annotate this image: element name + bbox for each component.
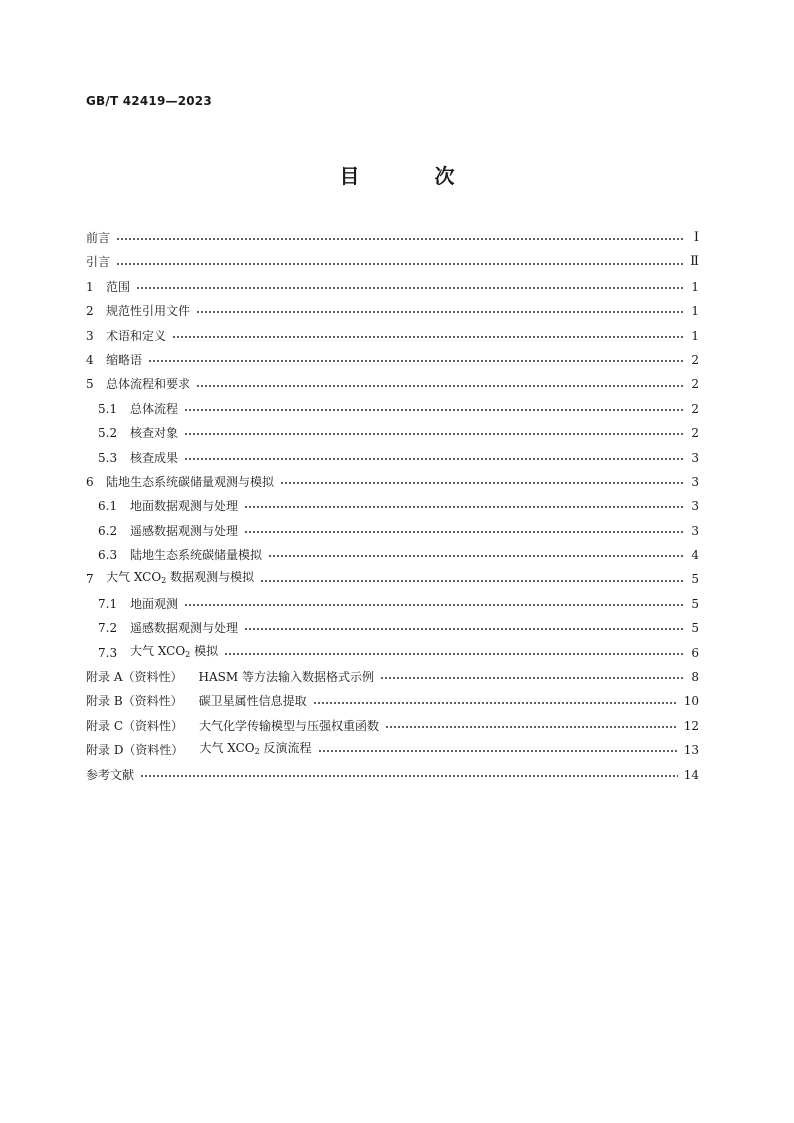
toc-entry-label-text: 大气 XCO — [106, 570, 162, 585]
subscript-text: 2 — [185, 649, 191, 659]
toc-entry[interactable] — [86, 494, 699, 518]
toc-entry-page: 1 — [691, 328, 699, 343]
toc-entry-page: 14 — [683, 767, 699, 782]
toc-entry-label: 范围 — [106, 279, 131, 294]
toc-entry-page: 2 — [691, 352, 699, 367]
toc-entry-label-text: 大气 XCO — [199, 741, 255, 756]
toc-entry-number: 4 — [86, 352, 94, 367]
toc-entry[interactable] — [86, 250, 699, 274]
toc-entry-number: 5.1 — [98, 401, 118, 416]
toc-entry[interactable] — [86, 397, 699, 421]
dot-leader — [148, 360, 685, 362]
toc-entry-page: 10 — [683, 694, 699, 709]
toc-entry-page: 3 — [691, 450, 699, 465]
toc-entry[interactable] — [86, 519, 699, 543]
toc-entry-page: 5 — [691, 621, 699, 636]
toc-entry-label: 前言 — [86, 231, 111, 245]
toc-entry-label: 总体流程 — [130, 401, 179, 416]
toc-entry-number: 7.3 — [98, 645, 118, 660]
subscript-text: 2 — [254, 747, 260, 757]
toc-entry-label: 遥感数据观测与处理 — [130, 621, 239, 636]
toc-entry-number: 6 — [86, 474, 94, 489]
toc-entry-number: 7.2 — [98, 621, 118, 636]
toc-entry[interactable] — [86, 738, 699, 762]
dot-leader — [244, 506, 685, 508]
toc-entry-page: 8 — [691, 670, 699, 685]
dot-leader — [136, 287, 685, 289]
dot-leader — [196, 311, 685, 313]
toc-entry[interactable] — [86, 689, 699, 713]
toc-entry-number: 6.3 — [98, 548, 118, 563]
toc-entry-page: 5 — [691, 572, 699, 587]
toc-entry-label: 陆地生态系统碳储量模拟 — [130, 548, 263, 563]
toc-entry-label: 规范性引用文件 — [106, 304, 191, 319]
page-title: 目 次 — [339, 164, 489, 188]
toc-entry[interactable] — [86, 567, 699, 591]
toc-entry-number: 1 — [86, 279, 94, 294]
toc-entry-page: 2 — [691, 377, 699, 392]
toc-entry-label-text: 反演流程 — [259, 741, 312, 756]
toc-entry-page: 2 — [691, 401, 699, 416]
toc-entry-number: 5.3 — [98, 450, 118, 465]
dot-leader — [380, 677, 685, 679]
toc-entry[interactable] — [86, 446, 699, 470]
toc-entry-label: 总体流程和要求 — [106, 377, 191, 392]
dot-leader — [244, 628, 685, 630]
dot-leader — [313, 702, 678, 704]
toc-entry-number: 6.2 — [98, 523, 118, 538]
toc-entry-page: 4 — [691, 548, 699, 563]
toc-entry-page: 2 — [691, 426, 699, 441]
dot-leader — [244, 531, 685, 533]
toc-entry-page: Ⅱ — [690, 254, 699, 270]
toc-entry-label: 术语和定义 — [106, 328, 167, 343]
dot-leader — [184, 458, 685, 460]
toc-entry[interactable] — [86, 421, 699, 445]
toc-entry[interactable] — [86, 470, 699, 494]
toc-entry[interactable] — [86, 275, 699, 299]
toc-entry[interactable] — [86, 714, 699, 738]
dot-leader — [385, 726, 678, 728]
toc-entry[interactable] — [86, 226, 699, 250]
dot-leader — [280, 482, 685, 484]
toc-entry-number: 3 — [86, 328, 94, 343]
toc-entry[interactable] — [86, 641, 699, 665]
toc-annex-label: 附录 B（资料性） — [86, 694, 183, 709]
toc-entry-number: 7.1 — [98, 596, 118, 611]
toc-entry[interactable] — [86, 299, 699, 323]
toc-entry[interactable] — [86, 592, 699, 616]
toc-entry-page: 6 — [691, 645, 699, 660]
toc-entry-number: 6.1 — [98, 499, 118, 514]
toc-entry-label: 参考文献 — [86, 767, 135, 782]
toc-entry-page: Ⅰ — [693, 230, 699, 245]
toc-entry-label: 核查成果 — [130, 450, 179, 465]
toc-entry[interactable] — [86, 543, 699, 567]
toc-entry-label — [130, 639, 218, 667]
toc-entry-label: 遥感数据观测与处理 — [130, 523, 239, 538]
toc-entry[interactable] — [86, 324, 699, 348]
toc-entry-page: 5 — [691, 596, 699, 611]
subscript-text: 2 — [161, 576, 167, 586]
dot-leader — [116, 263, 684, 265]
toc-entry-label — [106, 565, 254, 593]
toc-entry-label: 缩略语 — [106, 352, 143, 367]
toc-entry-number: 5 — [86, 377, 94, 392]
dot-leader — [184, 604, 685, 606]
dot-leader — [184, 433, 685, 435]
table-of-contents — [86, 226, 699, 787]
standard-code: GB/T 42419—2023 — [86, 94, 212, 108]
toc-annex-label: 附录 C（资料性） — [86, 718, 183, 733]
toc-entry-number: 2 — [86, 304, 94, 319]
toc-entry-label-text: 大气 XCO — [130, 643, 186, 658]
toc-entry-label: 核查对象 — [130, 426, 179, 441]
toc-entry[interactable] — [86, 665, 699, 689]
dot-leader — [268, 555, 685, 557]
toc-annex-label: 附录 A（资料性） — [86, 670, 183, 685]
toc-entry-page: 3 — [691, 523, 699, 538]
toc-entry-label: 地面观测 — [130, 596, 179, 611]
toc-entry-page: 1 — [691, 279, 699, 294]
toc-entry-page: 3 — [691, 499, 699, 514]
dot-leader — [172, 336, 685, 338]
toc-entry-label-text: 数据观测与模拟 — [166, 570, 255, 585]
toc-entry-label: 地面数据观测与处理 — [130, 499, 239, 514]
toc-entry-page: 12 — [683, 718, 699, 733]
dot-leader — [184, 409, 685, 411]
toc-entry[interactable] — [86, 763, 699, 787]
toc-entry-page: 13 — [683, 743, 699, 758]
toc-entry-label-text: 模拟 — [190, 643, 219, 658]
toc-entry-label: 大气化学传输模型与压强权重函数 — [199, 718, 380, 733]
toc-entry-label: HASM 等方法输入数据格式示例 — [198, 670, 374, 685]
toc-entry-label — [199, 736, 311, 764]
toc-entry-number: 5.2 — [98, 426, 118, 441]
toc-entry[interactable] — [86, 348, 699, 372]
dot-leader — [224, 653, 685, 655]
dot-leader — [196, 385, 685, 387]
dot-leader — [318, 750, 678, 752]
dot-leader — [260, 580, 685, 582]
toc-entry-page: 1 — [691, 304, 699, 319]
toc-entry[interactable] — [86, 372, 699, 396]
dot-leader — [116, 238, 685, 240]
dot-leader — [140, 775, 678, 777]
toc-entry-page: 3 — [691, 474, 699, 489]
toc-entry-number: 7 — [86, 572, 94, 587]
toc-entry-label: 引言 — [86, 255, 111, 270]
toc-annex-label: 附录 D（资料性） — [86, 743, 184, 758]
toc-entry-label: 陆地生态系统碳储量观测与模拟 — [106, 474, 275, 489]
toc-entry[interactable] — [86, 616, 699, 640]
toc-entry-label: 碳卫星属性信息提取 — [198, 694, 307, 709]
